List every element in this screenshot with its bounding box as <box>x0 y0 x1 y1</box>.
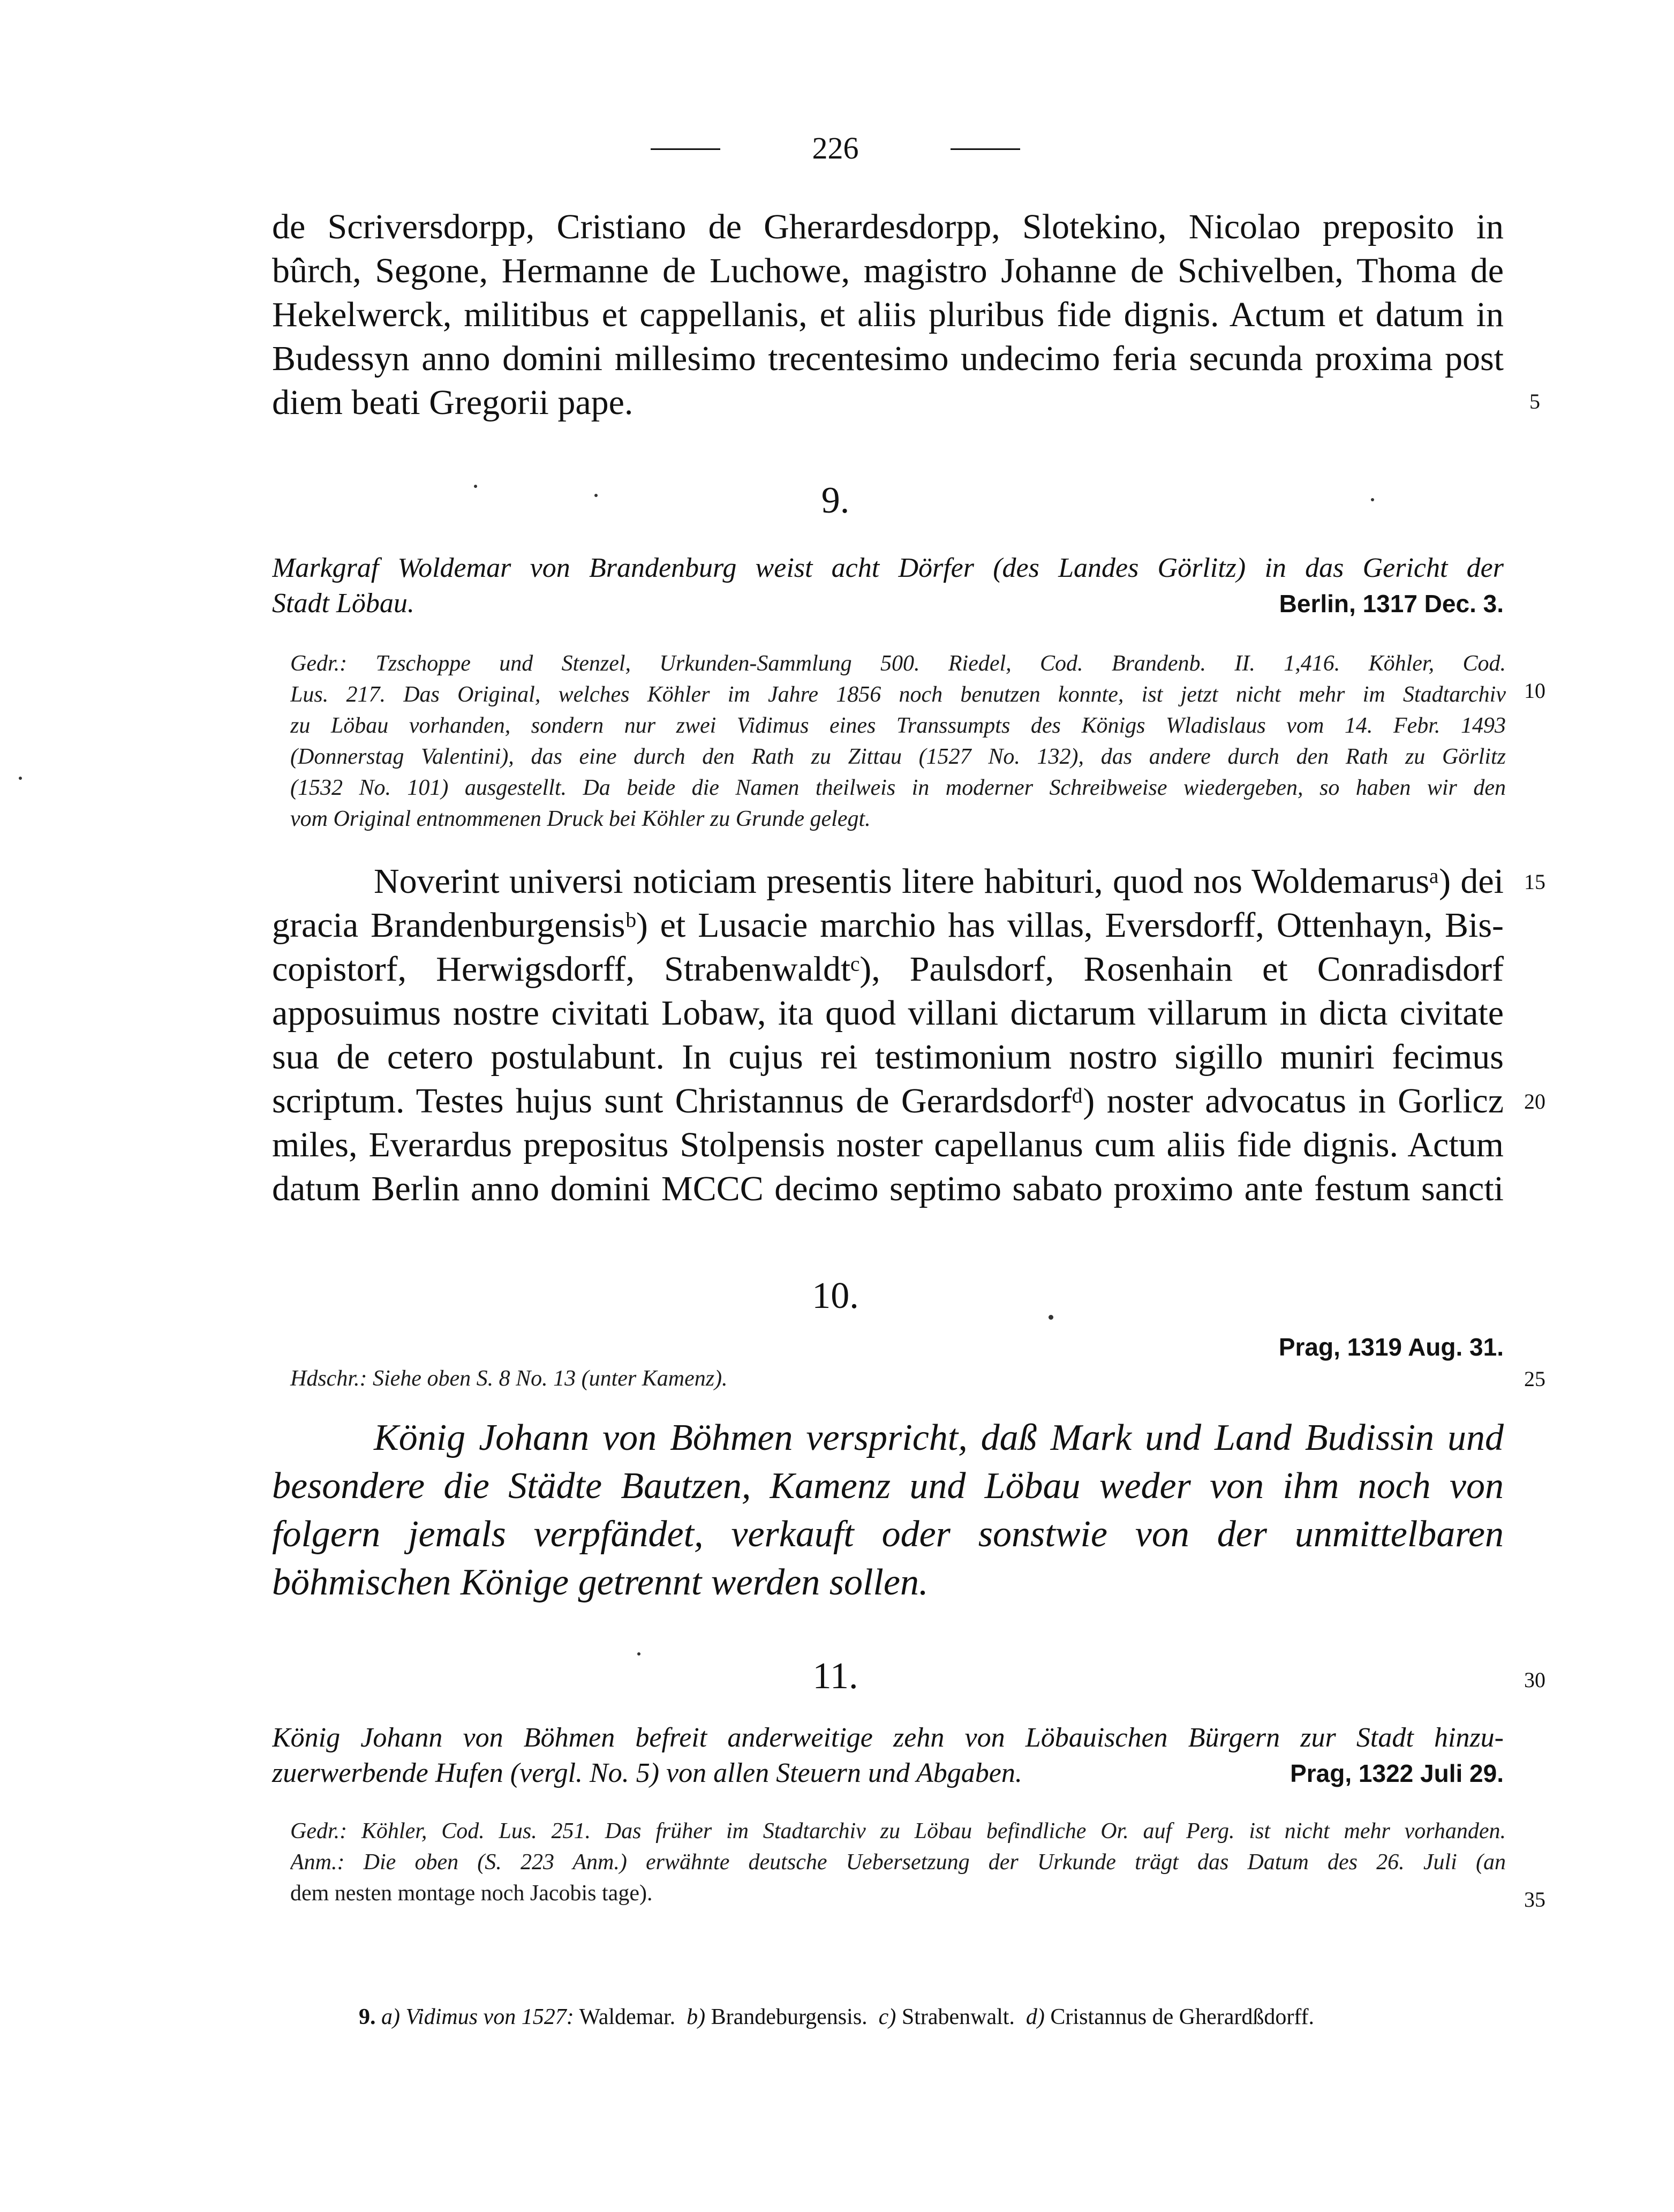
text-line: copistorf, Herwigsdorff, Strabenwaldtᶜ), Paulsdorf, Rosenhain et Conradisdorf <box>272 950 1504 989</box>
document-10-heading <box>272 1414 1504 1607</box>
text-line: scriptum. Testes hujus sunt Christannus de Gerardsdorfᵈ) noster advocatus in Gorlicz <box>272 1081 1504 1120</box>
footnote-a-value: Waldemar. <box>579 2005 676 2029</box>
document-number-9: 9. <box>821 480 850 521</box>
text-line: de Scriversdorpp, Cristiano de Gherardesdorpp, Slotekino, Nicolao preposito in <box>272 207 1504 246</box>
note-line: Anm.: Die oben (S. 223 Anm.) erwähnte deutsche Uebersetzung der Urkunde trägt das Datum des 26. Juli (an <box>290 1850 1506 1875</box>
continuation-paragraph <box>272 205 1504 425</box>
heading-line: besondere die Städte Bautzen, Kamenz und Löbau weder von ihm noch von <box>272 1465 1504 1507</box>
line-marker-10: 10 <box>1524 679 1545 703</box>
document-11-summary <box>272 1720 1504 1791</box>
text-line: bûrch, Segone, Hermanne de Luchowe, magistro Johanne de Schivelben, Thoma de <box>272 251 1504 290</box>
text-line: Noverint universi noticiam presentis litere habituri, quod nos Woldemarusᵃ) dei <box>374 862 1504 901</box>
note-line: vom Original entnommenen Druck bei Köhler zu Grunde gelegt. <box>290 807 871 831</box>
footnote-doc-number: 9. <box>359 2005 376 2029</box>
document-number-11: 11. <box>812 1656 858 1697</box>
footnote-a-source: Vidimus von 1527: <box>405 2005 574 2029</box>
text-line: Hekelwerck, militibus et cappellanis, et aliis pluribus fide dignis. Actum et datum in <box>272 295 1504 334</box>
summary-line: König Johann von Böhmen befreit anderweitige zehn von Löbauischen Bürgern zur Stadt hinzu- <box>272 1722 1504 1753</box>
line-marker-30: 30 <box>1524 1668 1545 1692</box>
note-line: zu Löbau vorhanden, sondern nur zwei Vidimus eines Transsumpts des Königs Wladislaus vom 14. Febr. 1493 <box>290 713 1506 738</box>
scan-speck <box>1049 1315 1053 1320</box>
document-number-10: 10. <box>812 1275 859 1316</box>
summary-line: zuerwerbende Hufen (vergl. No. 5) von allen Steuern und Abgaben. <box>272 1758 1022 1788</box>
footnote-a-label: a) <box>381 2005 400 2029</box>
text-line: diem beati Gregorii pape. <box>272 383 634 422</box>
document-9-edition-note <box>290 648 1506 834</box>
line-marker-25: 25 <box>1524 1367 1545 1391</box>
summary-line: Stadt Löbau. <box>272 588 414 619</box>
footnote-d-value: Cristannus de Gherardßdorff. <box>1050 2005 1315 2029</box>
document-10-source-note <box>290 1363 1506 1394</box>
document-11-edition-note <box>290 1816 1506 1909</box>
note-line: Gedr.: Köhler, Cod. Lus. 251. Das früher im Stadtarchiv zu Löbau befindliche Or. auf Perg. ist nicht mehr vorhanden. <box>290 1819 1506 1844</box>
text-line: Budessyn anno domini millesimo trecentesimo undecimo feria secunda proxima post <box>272 339 1504 378</box>
page-number: 226 <box>742 124 929 172</box>
footnotes <box>359 2002 1510 2032</box>
document-11-date: Prag, 1322 Juli 29. <box>1290 1759 1504 1787</box>
heading-line: König Johann von Böhmen verspricht, daß Mark und Land Budissin und <box>374 1417 1504 1458</box>
text-line: gracia Brandenburgensisᵇ) et Lusacie marchio has villas, Eversdorff, Ottenhayn, Bis- <box>272 906 1504 945</box>
scan-speck <box>19 777 22 780</box>
note-line: Lus. 217. Das Original, welches Köhler im Jahre 1856 noch benutzen konnte, ist jetzt nicht mehr im Stadtarchiv <box>290 682 1506 707</box>
text-line: miles, Everardus prepositus Stolpensis noster capellanus cum aliis fide dignis. Actum <box>272 1125 1504 1164</box>
text-line: datum Berlin anno domini MCCC decimo septimo sabato proximo ante festum sancti <box>272 1169 1504 1208</box>
scan-speck <box>637 1652 640 1656</box>
document-9-text <box>272 860 1504 1211</box>
document-10-date: Prag, 1319 Aug. 31. <box>1278 1333 1504 1361</box>
scan-speck <box>474 485 477 488</box>
line-marker-5: 5 <box>1529 389 1540 413</box>
footnote-b-label: b) <box>687 2005 706 2029</box>
document-9-summary <box>272 551 1504 621</box>
footnote-c-value: Strabenwalt. <box>901 2005 1015 2029</box>
heading-line: folgern jemals verpfändet, verkauft oder sonstwie von der unmittelbaren <box>272 1514 1504 1555</box>
footnote-b-value: Brandeburgensis. <box>711 2005 868 2029</box>
line-marker-15: 15 <box>1524 870 1545 894</box>
scan-speck <box>594 494 598 497</box>
line-marker-35: 35 <box>1524 1887 1545 1912</box>
note-line: Gedr.: Tzschoppe und Stenzel, Urkunden-Sammlung 500. Riedel, Cod. Brandenb. II. 1,416. Köhler, Cod. <box>290 651 1506 676</box>
note-line: dem nesten montage noch Jacobis tage). <box>290 1881 653 1906</box>
summary-line: Markgraf Woldemar von Brandenburg weist acht Dörfer (des Landes Görlitz) in das Gericht der <box>272 553 1504 583</box>
note-line: (1532 No. 101) ausgestellt. Da beide die Namen theilweis in moderner Schreibweise wiedergeben, so haben wir den <box>290 776 1506 800</box>
text-line: apposuimus nostre civitati Lobaw, ita quod villani dictarum villarum in dicta civitate <box>272 994 1504 1033</box>
note-line: (Donnerstag Valentini), das eine durch den Rath zu Zittau (1527 No. 132), das andere durch den Rath zu Görlitz <box>290 744 1506 769</box>
text-line: sua de cetero postulabunt. In cujus rei testimonium nostro sigillo muniri fecimus <box>272 1037 1504 1077</box>
document-9-date: Berlin, 1317 Dec. 3. <box>1279 590 1504 618</box>
line-marker-20: 20 <box>1524 1089 1545 1113</box>
heading-line: böhmischen Könige getrennt werden sollen. <box>272 1562 929 1603</box>
note-line: Hdschr.: Siehe oben S. 8 No. 13 (unter Kamenz). <box>290 1366 728 1391</box>
footnote-d-label: d) <box>1025 2005 1045 2029</box>
scan-speck <box>1371 498 1374 501</box>
footnote-c-label: c) <box>878 2005 896 2029</box>
